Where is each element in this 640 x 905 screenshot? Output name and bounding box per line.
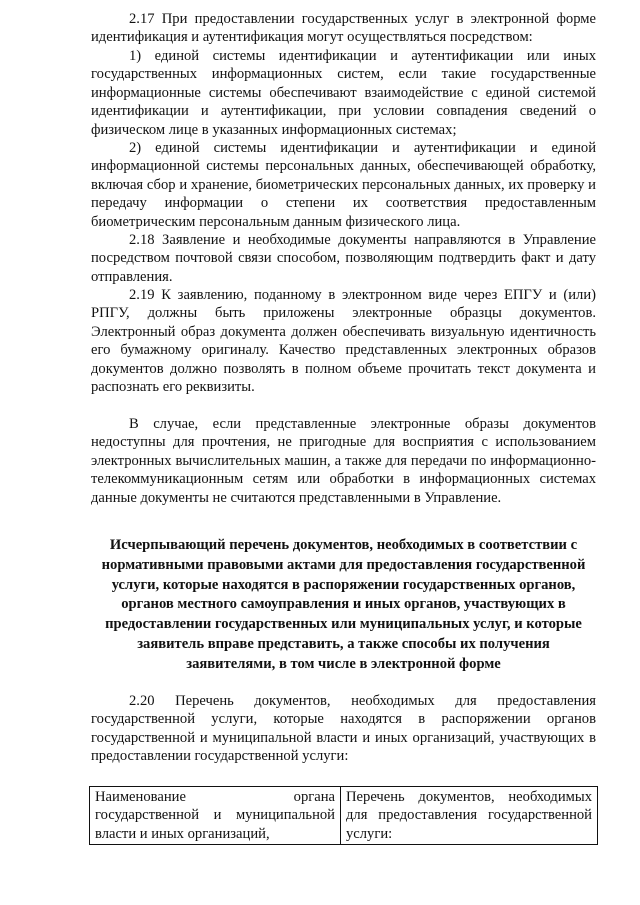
paragraph-2-19: 2.19 К заявлению, поданному в электронном виде через ЕПГУ и (или) РПГУ, должны быть приложены электронные образцы документов. Электронный образ документа должен обеспечивать визуальную идентичность его бумажному оригиналу. Качество представленных электронных образов документов должно позволять в полном объеме прочитать текст документа и распознать его реквизиты. [91, 287, 596, 396]
paragraph-2-17: 2.17 При предоставлении государственных услуг в электронной форме идентификация и аутентификация могут осуществляться посредством: [91, 11, 596, 46]
paragraph-2-17-item-2: 2) единой системы идентификации и аутентификации и единой информационной системы персональных данных, обеспечивающей обработку, включая сбор и хранение, биометрических персональных данных, их проверку и передачу информации о степени их соответствия предоставленным биометрическим персональным данным физического лица. [91, 140, 596, 230]
paragraph-2-17-item-1: 1) единой системы идентификации и аутентификации или иных государственных информационных систем, если такие государственные информационные системы обеспечивают взаимодействие с единой системой идентификации и аутентификации, при условии совпадения сведений о физическом лице в указанных информационных системах; [91, 48, 596, 138]
paragraph-2-19-case: В случае, если представленные электронные образы документов недоступны для прочтения, не пригодные для восприятия с использованием электронных вычислительных машин, а также для передачи по информационно-телекоммуникационным сетям или обработки в информационных системах данные документы не считаются представленными в Управление. [91, 416, 596, 506]
table-header-documents: Перечень документов, необходимых для предоставления государственной услуги: [341, 787, 598, 845]
paragraph-2-18: 2.18 Заявление и необходимые документы направляются в Управление посредством почтовой связи способом, позволяющим подтвердить факт и дату отправления. [91, 232, 596, 285]
paragraph-2-20: 2.20 Перечень документов, необходимых для предоставления государственной услуги, которые находятся в распоряжении органов государственной и муниципальной власти и иных организаций, участвующих в предоставлении государственной услуги: [91, 693, 596, 765]
documents-table [89, 786, 598, 845]
table-row [90, 787, 598, 845]
table-header-authority: Наименование органа государственной и муниципальной власти и иных организаций, [90, 787, 341, 845]
section-heading: Исчерпывающий перечень документов, необходимых в соответствии с нормативными правовыми актами для предоставления государственной услуги, которые находятся в распоряжении государственных органов, органов местного самоуправления и иных органов, участвующих в предоставлении государственных или муниципальных услуг, и которые заявитель вправе представить, а также способы их получения заявителями, в том числе в электронной форме [101, 537, 586, 672]
